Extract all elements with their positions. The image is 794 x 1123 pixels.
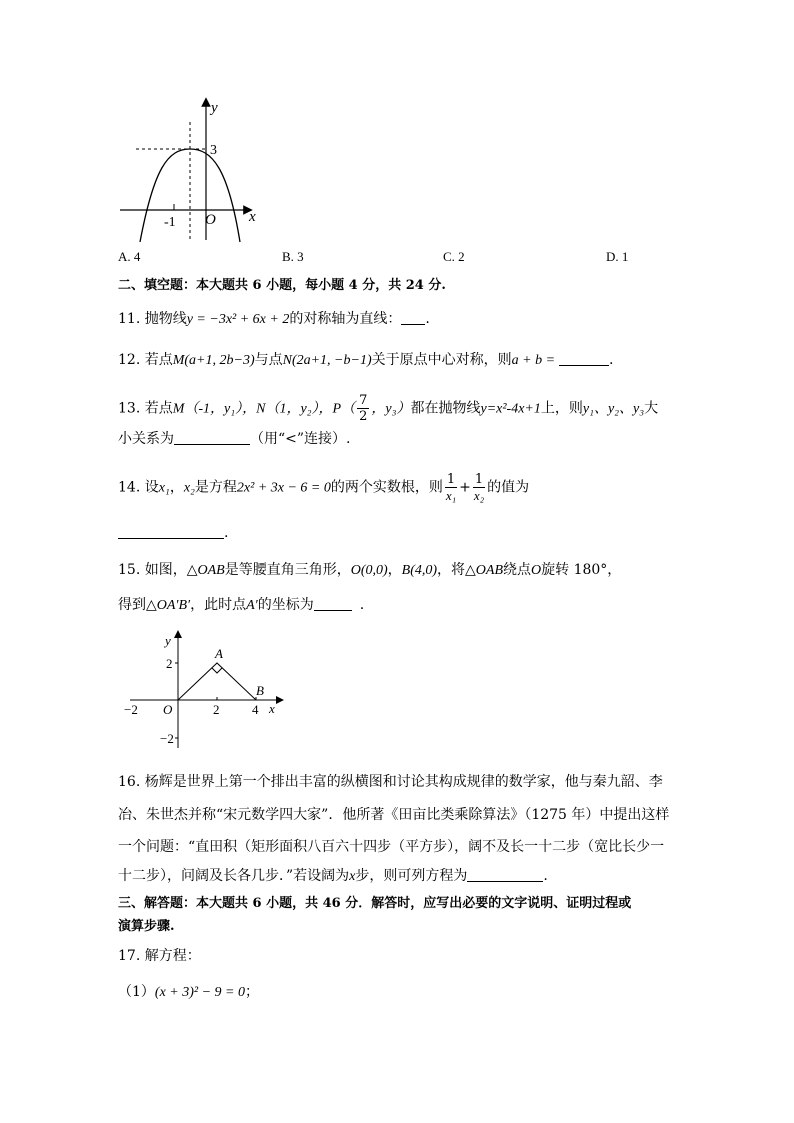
- q13-fraction: $\frac{7}{2}$: [359, 393, 368, 424]
- graph1-x-label: x: [249, 209, 256, 225]
- section2-heading: 二、填空题：本大题共 6 小题，每小题 4 分，共 24 分.: [118, 278, 446, 293]
- question-16-line3: 一个问题：“直田积（矩形面积八百六十四步（平方步），阔不及长一十二步（宽比长少一: [118, 839, 665, 855]
- choice-d: D. 1: [606, 249, 629, 264]
- choice-c: C. 2: [443, 249, 465, 264]
- question-11: 11. 抛物线y = −3x² + 6x + 2的对称轴为直线： .: [118, 311, 430, 327]
- question-17-part1: （1）(x + 3)² − 9 = 0；: [118, 984, 259, 1000]
- question-17-title: 17. 解方程：: [118, 948, 201, 964]
- triangle-oab: [178, 663, 256, 700]
- graph1-label-neg1: -1: [164, 215, 176, 230]
- right-angle-mark: [212, 668, 222, 673]
- q12-blank: [559, 351, 609, 366]
- svg-text:A: A: [215, 646, 223, 661]
- svg-text:−2: −2: [124, 702, 138, 717]
- svg-text:y: y: [165, 633, 171, 648]
- q13-blank: [174, 430, 250, 445]
- svg-text:2: 2: [213, 702, 220, 717]
- svg-text:x: x: [269, 701, 275, 716]
- q16-blank: [467, 867, 543, 882]
- triangle-graph: [120, 630, 290, 755]
- choice-b: B. 3: [282, 249, 304, 264]
- question-13: 13. 若点M（-1，y₁），N（1，y₂），P（ $\frac{7}{2}$ ，y₃）都在抛物线y=x²-4x+1上，则y₁、y₂、y₃大: [118, 393, 659, 424]
- q11-blank: [401, 310, 425, 325]
- graph1-y-label: y: [211, 100, 218, 116]
- graph1-origin: O: [205, 212, 216, 228]
- question-12: 12. 若点M(a+1, 2b−3)与点N(2a+1, −b−1)关于原点中心对称，则a + b = .: [118, 352, 614, 368]
- question-15-line2: 得到△OA′B′，此时点A′的坐标为 .: [118, 597, 365, 613]
- question-16-line2: 冶、朱世杰并称“宋元数学四大家”．他所著《田亩比类乘除算法》（1275 年）中提出这样: [118, 807, 670, 823]
- parabola-graph: [116, 96, 276, 246]
- svg-text:2: 2: [166, 656, 173, 671]
- choice-a: A. 4: [118, 249, 141, 264]
- svg-text:O: O: [163, 702, 173, 717]
- question-15: 15. 如图，△OAB是等腰直角三角形，O(0,0)，B(4,0)，将△OAB绕点O旋转 180°，: [118, 562, 622, 578]
- q11-equation: y = −3x² + 6x + 2: [186, 312, 290, 327]
- svg-text:4: 4: [252, 702, 259, 717]
- q15-blank: [314, 596, 352, 611]
- question-14-line2: .: [118, 523, 228, 543]
- svg-text:B: B: [256, 683, 264, 698]
- question-16-line4: 十二步），问阔及长各几步．”若设阔为x步，则可列方程为 .: [118, 868, 548, 884]
- section3-heading-line1: 三、解答题：本大题共 6 小题，共 46 分．解答时，应写出必要的文字说明、证明过程或: [118, 896, 632, 911]
- graph1-label-3: 3: [210, 143, 217, 158]
- question-16-line1: 16. 杨辉是世界上第一个排出丰富的纵横图和讨论其构成规律的数学家，他与秦九韶、李: [118, 774, 663, 790]
- q14-blank: [118, 524, 224, 539]
- svg-text:−2: −2: [160, 731, 174, 746]
- question-13-line2: 小关系为 （用“<”连接）.: [118, 431, 351, 447]
- section3-heading-line2: 演算步骤.: [118, 919, 175, 934]
- question-14: 14. 设x₁，x₂是方程2x² + 3x − 6 = 0的两个实数根，则 $\frac{1}{\text{x₁}}$ + $\frac{1}{\text{x₂}}$ 的值为: [118, 472, 530, 503]
